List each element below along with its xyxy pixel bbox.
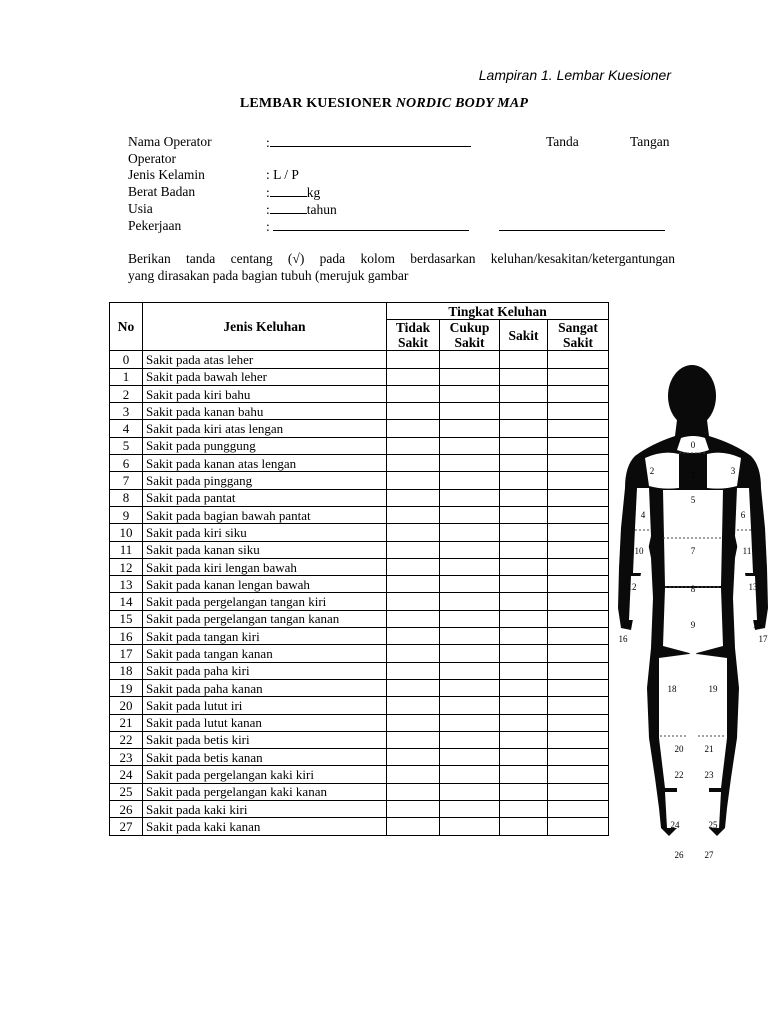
row-number: 20 xyxy=(110,697,143,714)
check-cell-painful[interactable] xyxy=(500,731,548,748)
check-cell-fairly-painful[interactable] xyxy=(440,818,500,835)
complaint-text: Sakit pada lutut iri xyxy=(143,697,387,714)
table-row xyxy=(110,610,609,627)
complaint-text: Sakit pada betis kanan xyxy=(143,749,387,766)
table-row xyxy=(110,731,609,748)
row-number: 26 xyxy=(110,801,143,818)
svg-text:0: 0 xyxy=(690,440,696,450)
check-cell-fairly-painful[interactable] xyxy=(440,472,500,489)
complaint-text: Sakit pada kaki kanan xyxy=(143,818,387,835)
row-number: 11 xyxy=(110,541,143,558)
check-cell-very-painful[interactable] xyxy=(548,506,609,523)
row-number: 23 xyxy=(110,749,143,766)
complaint-text: Sakit pada tangan kanan xyxy=(143,645,387,662)
complaint-text: Sakit pada kanan bahu xyxy=(143,403,387,420)
row-number: 8 xyxy=(110,489,143,506)
complaint-text: Sakit pada betis kiri xyxy=(143,731,387,748)
svg-text:4: 4 xyxy=(640,510,646,520)
check-cell-not-painful[interactable] xyxy=(387,783,440,800)
table-row xyxy=(110,714,609,731)
check-cell-very-painful[interactable] xyxy=(548,524,609,541)
check-cell-very-painful[interactable] xyxy=(548,437,609,454)
col-no-header: No xyxy=(110,303,143,351)
table-row xyxy=(110,576,609,593)
check-cell-painful[interactable] xyxy=(500,783,548,800)
row-number: 27 xyxy=(110,818,143,835)
check-cell-fairly-painful[interactable] xyxy=(440,385,500,402)
table-row xyxy=(110,524,609,541)
check-cell-very-painful[interactable] xyxy=(548,576,609,593)
complaint-text: Sakit pada atas leher xyxy=(143,351,387,368)
check-cell-very-painful[interactable] xyxy=(548,731,609,748)
check-cell-painful[interactable] xyxy=(500,593,548,610)
check-cell-painful[interactable] xyxy=(500,489,548,506)
row-number: 24 xyxy=(110,766,143,783)
svg-text:3: 3 xyxy=(730,466,736,476)
table-row xyxy=(110,818,609,835)
check-cell-not-painful[interactable] xyxy=(387,541,440,558)
check-cell-very-painful[interactable] xyxy=(548,628,609,645)
check-cell-very-painful[interactable] xyxy=(548,420,609,437)
job-sep: : xyxy=(266,219,270,234)
title-main: LEMBAR KUESIONER xyxy=(239,96,396,111)
check-cell-painful[interactable] xyxy=(500,801,548,818)
check-cell-painful[interactable] xyxy=(500,385,548,402)
row-number: 19 xyxy=(110,679,143,696)
row-number: 22 xyxy=(110,731,143,748)
check-cell-not-painful[interactable] xyxy=(387,368,440,385)
check-cell-fairly-painful[interactable] xyxy=(440,558,500,575)
table-row xyxy=(110,593,609,610)
table-row xyxy=(110,506,609,523)
check-cell-fairly-painful[interactable] xyxy=(440,506,500,523)
check-cell-very-painful[interactable] xyxy=(548,455,609,472)
svg-text:10: 10 xyxy=(634,546,644,556)
name-field[interactable] xyxy=(266,134,471,151)
check-cell-very-painful[interactable] xyxy=(548,783,609,800)
check-cell-very-painful[interactable] xyxy=(548,714,609,731)
check-cell-fairly-painful[interactable] xyxy=(440,420,500,437)
complaint-text: Sakit pada bagian bawah pantat xyxy=(143,506,387,523)
check-cell-not-painful[interactable] xyxy=(387,558,440,575)
svg-text:15: 15 xyxy=(752,620,762,630)
complaint-text: Sakit pada tangan kiri xyxy=(143,628,387,645)
row-number: 14 xyxy=(110,593,143,610)
check-cell-painful[interactable] xyxy=(500,368,548,385)
table-row xyxy=(110,403,609,420)
instruction-line1: Berikan tanda centang (√) pada kolom berdasarkan keluhan/kesakitan/ketergantungan xyxy=(128,251,675,266)
weight-label: Berat Badan xyxy=(128,184,196,199)
svg-text:2: 2 xyxy=(649,466,655,476)
check-cell-not-painful[interactable] xyxy=(387,610,440,627)
col-complaint-header: Jenis Keluhan xyxy=(143,303,387,351)
complaint-text: Sakit pada kanan siku xyxy=(143,541,387,558)
complaint-text: Sakit pada pinggang xyxy=(143,472,387,489)
check-cell-painful[interactable] xyxy=(500,541,548,558)
row-number: 1 xyxy=(110,368,143,385)
table-row xyxy=(110,766,609,783)
svg-text:14: 14 xyxy=(622,620,632,630)
row-number: 21 xyxy=(110,714,143,731)
age-sep: : xyxy=(266,202,270,217)
check-cell-fairly-painful[interactable] xyxy=(440,351,500,368)
check-cell-fairly-painful[interactable] xyxy=(440,610,500,627)
table-row xyxy=(110,697,609,714)
check-cell-fairly-painful[interactable] xyxy=(440,541,500,558)
row-number: 9 xyxy=(110,506,143,523)
check-cell-not-painful[interactable] xyxy=(387,714,440,731)
check-cell-painful[interactable] xyxy=(500,697,548,714)
table-row xyxy=(110,455,609,472)
check-cell-painful[interactable] xyxy=(500,472,548,489)
row-number: 2 xyxy=(110,385,143,402)
table-row xyxy=(110,472,609,489)
check-cell-not-painful[interactable] xyxy=(387,697,440,714)
svg-text:13: 13 xyxy=(748,582,758,592)
row-number: 3 xyxy=(110,403,143,420)
check-cell-painful[interactable] xyxy=(500,645,548,662)
table-row xyxy=(110,645,609,662)
name-sep: : xyxy=(266,135,270,150)
check-cell-very-painful[interactable] xyxy=(548,593,609,610)
weight-sep: : xyxy=(266,185,270,200)
check-cell-not-painful[interactable] xyxy=(387,351,440,368)
check-cell-not-painful[interactable] xyxy=(387,524,440,541)
row-number: 16 xyxy=(110,628,143,645)
check-cell-fairly-painful[interactable] xyxy=(440,766,500,783)
check-cell-fairly-painful[interactable] xyxy=(440,628,500,645)
complaint-table xyxy=(109,302,609,836)
table-row xyxy=(110,558,609,575)
check-cell-painful[interactable] xyxy=(500,714,548,731)
check-cell-painful[interactable] xyxy=(500,558,548,575)
signature-word1: Tanda xyxy=(546,134,579,149)
appendix-label: Lampiran 1. Lembar Kuesioner xyxy=(478,67,671,83)
check-cell-painful[interactable] xyxy=(500,351,548,368)
table-row xyxy=(110,541,609,558)
complaint-text: Sakit pada pantat xyxy=(143,489,387,506)
row-number: 17 xyxy=(110,645,143,662)
table-row xyxy=(110,351,609,368)
job-line[interactable] xyxy=(273,218,469,231)
check-cell-very-painful[interactable] xyxy=(548,541,609,558)
age-field[interactable] xyxy=(266,201,337,218)
check-cell-painful[interactable] xyxy=(500,403,548,420)
svg-text:26: 26 xyxy=(674,850,684,860)
complaint-text: Sakit pada kiri bahu xyxy=(143,385,387,402)
check-cell-painful[interactable] xyxy=(500,506,548,523)
table-row xyxy=(110,662,609,679)
gender-value[interactable]: : L / P xyxy=(266,167,299,182)
svg-text:23: 23 xyxy=(704,770,714,780)
svg-text:6: 6 xyxy=(740,510,746,520)
check-cell-painful[interactable] xyxy=(500,679,548,696)
title-italic: NORDIC BODY MAP xyxy=(395,96,529,111)
name-line[interactable] xyxy=(270,134,471,147)
level-header-very-painful: Sangat Sakit xyxy=(548,320,609,351)
check-cell-painful[interactable] xyxy=(500,766,548,783)
job-field[interactable] xyxy=(266,218,469,235)
check-cell-fairly-painful[interactable] xyxy=(440,714,500,731)
check-cell-not-painful[interactable] xyxy=(387,472,440,489)
instruction-line2: yang dirasakan pada bagian tubuh (merujuk gambar xyxy=(128,268,409,283)
table-row xyxy=(110,385,609,402)
age-unit: tahun xyxy=(306,202,337,217)
check-cell-fairly-painful[interactable] xyxy=(440,697,500,714)
weight-line[interactable] xyxy=(270,184,307,197)
row-number: 0 xyxy=(110,351,143,368)
check-cell-painful[interactable] xyxy=(500,437,548,454)
name-label: Nama Operator xyxy=(128,134,212,149)
level-header-painful: Sakit xyxy=(500,320,548,351)
svg-text:19: 19 xyxy=(708,684,718,694)
check-cell-fairly-painful[interactable] xyxy=(440,783,500,800)
check-cell-not-painful[interactable] xyxy=(387,628,440,645)
table-row xyxy=(110,801,609,818)
complaint-text: Sakit pada kiri lengan bawah xyxy=(143,558,387,575)
check-cell-very-painful[interactable] xyxy=(548,385,609,402)
check-cell-painful[interactable] xyxy=(500,524,548,541)
check-cell-very-painful[interactable] xyxy=(548,749,609,766)
check-cell-not-painful[interactable] xyxy=(387,437,440,454)
svg-text:22: 22 xyxy=(674,770,684,780)
check-cell-not-painful[interactable] xyxy=(387,403,440,420)
document-title xyxy=(0,96,768,112)
check-cell-very-painful[interactable] xyxy=(548,766,609,783)
svg-text:16: 16 xyxy=(618,634,628,644)
check-cell-painful[interactable] xyxy=(500,818,548,835)
operator-cont: Operator xyxy=(128,151,176,166)
table-row xyxy=(110,489,609,506)
row-number: 4 xyxy=(110,420,143,437)
check-cell-fairly-painful[interactable] xyxy=(440,679,500,696)
check-cell-not-painful[interactable] xyxy=(387,662,440,679)
check-cell-not-painful[interactable] xyxy=(387,645,440,662)
weight-field[interactable] xyxy=(266,184,320,201)
check-cell-very-painful[interactable] xyxy=(548,645,609,662)
row-number: 7 xyxy=(110,472,143,489)
row-number: 12 xyxy=(110,558,143,575)
check-cell-fairly-painful[interactable] xyxy=(440,368,500,385)
check-cell-very-painful[interactable] xyxy=(548,801,609,818)
check-cell-very-painful[interactable] xyxy=(548,351,609,368)
check-cell-painful[interactable] xyxy=(500,420,548,437)
check-cell-fairly-painful[interactable] xyxy=(440,403,500,420)
table-row xyxy=(110,783,609,800)
complaint-text: Sakit pada kiri atas lengan xyxy=(143,420,387,437)
check-cell-very-painful[interactable] xyxy=(548,662,609,679)
complaint-text: Sakit pada pergelangan kaki kiri xyxy=(143,766,387,783)
svg-text:17: 17 xyxy=(758,634,768,644)
svg-text:8: 8 xyxy=(690,584,696,594)
check-cell-very-painful[interactable] xyxy=(548,368,609,385)
complaint-text: Sakit pada paha kanan xyxy=(143,679,387,696)
check-cell-fairly-painful[interactable] xyxy=(440,645,500,662)
row-number: 15 xyxy=(110,610,143,627)
check-cell-painful[interactable] xyxy=(500,576,548,593)
weight-unit: kg xyxy=(306,185,321,200)
check-cell-fairly-painful[interactable] xyxy=(440,731,500,748)
check-cell-not-painful[interactable] xyxy=(387,679,440,696)
check-cell-fairly-painful[interactable] xyxy=(440,662,500,679)
check-cell-painful[interactable] xyxy=(500,455,548,472)
check-cell-not-painful[interactable] xyxy=(387,766,440,783)
complaint-text: Sakit pada paha kiri xyxy=(143,662,387,679)
check-cell-not-painful[interactable] xyxy=(387,593,440,610)
row-number: 25 xyxy=(110,783,143,800)
signature-line[interactable] xyxy=(499,218,665,235)
svg-text:21: 21 xyxy=(704,744,714,754)
table-row xyxy=(110,420,609,437)
check-cell-very-painful[interactable] xyxy=(548,679,609,696)
row-number: 13 xyxy=(110,576,143,593)
table-row xyxy=(110,437,609,454)
complaint-text: Sakit pada kaki kiri xyxy=(143,801,387,818)
complaint-text: Sakit pada kiri siku xyxy=(143,524,387,541)
check-cell-not-painful[interactable] xyxy=(387,385,440,402)
check-cell-not-painful[interactable] xyxy=(387,576,440,593)
check-cell-very-painful[interactable] xyxy=(548,697,609,714)
complaint-text: Sakit pada pergelangan kaki kanan xyxy=(143,783,387,800)
check-cell-painful[interactable] xyxy=(500,662,548,679)
row-number: 18 xyxy=(110,662,143,679)
signature-word2: Tangan xyxy=(630,134,670,149)
svg-text:27: 27 xyxy=(704,850,714,860)
check-cell-painful[interactable] xyxy=(500,749,548,766)
complaint-text: Sakit pada pergelangan tangan kiri xyxy=(143,593,387,610)
body-map-figure xyxy=(605,358,768,870)
check-cell-fairly-painful[interactable] xyxy=(440,489,500,506)
check-cell-not-painful[interactable] xyxy=(387,731,440,748)
svg-text:1: 1 xyxy=(690,470,696,480)
check-cell-fairly-painful[interactable] xyxy=(440,801,500,818)
complaint-text: Sakit pada lutut kanan xyxy=(143,714,387,731)
level-header-not-painful: Tidak Sakit xyxy=(387,320,440,351)
row-number: 5 xyxy=(110,437,143,454)
row-number: 6 xyxy=(110,455,143,472)
svg-text:25: 25 xyxy=(708,820,718,830)
check-cell-painful[interactable] xyxy=(500,610,548,627)
check-cell-very-painful[interactable] xyxy=(548,818,609,835)
row-number: 10 xyxy=(110,524,143,541)
check-cell-very-painful[interactable] xyxy=(548,489,609,506)
complaint-text: Sakit pada kanan atas lengan xyxy=(143,455,387,472)
complaint-text: Sakit pada kanan lengan bawah xyxy=(143,576,387,593)
check-cell-not-painful[interactable] xyxy=(387,801,440,818)
complaint-text: Sakit pada bawah leher xyxy=(143,368,387,385)
age-label: Usia xyxy=(128,201,153,216)
check-cell-very-painful[interactable] xyxy=(548,403,609,420)
check-cell-very-painful[interactable] xyxy=(548,610,609,627)
check-cell-fairly-painful[interactable] xyxy=(440,437,500,454)
level-group-header: Tingkat Keluhan xyxy=(387,303,609,320)
check-cell-fairly-painful[interactable] xyxy=(440,593,500,610)
complaint-text: Sakit pada punggung xyxy=(143,437,387,454)
check-cell-not-painful[interactable] xyxy=(387,749,440,766)
complaint-text: Sakit pada pergelangan tangan kanan xyxy=(143,610,387,627)
age-line[interactable] xyxy=(270,201,307,214)
check-cell-fairly-painful[interactable] xyxy=(440,524,500,541)
svg-text:20: 20 xyxy=(674,744,684,754)
svg-text:11: 11 xyxy=(742,546,752,556)
check-cell-very-painful[interactable] xyxy=(548,558,609,575)
svg-text:18: 18 xyxy=(667,684,677,694)
svg-text:12: 12 xyxy=(627,582,637,592)
table-row xyxy=(110,749,609,766)
table-row xyxy=(110,628,609,645)
check-cell-not-painful[interactable] xyxy=(387,506,440,523)
table-row xyxy=(110,368,609,385)
table-row xyxy=(110,679,609,696)
svg-text:5: 5 xyxy=(690,495,696,505)
check-cell-fairly-painful[interactable] xyxy=(440,455,500,472)
level-header-fairly-painful: Cukup Sakit xyxy=(440,320,500,351)
svg-text:7: 7 xyxy=(690,546,696,556)
check-cell-fairly-painful[interactable] xyxy=(440,576,500,593)
gender-label: Jenis Kelamin xyxy=(128,167,205,182)
check-cell-not-painful[interactable] xyxy=(387,420,440,437)
check-cell-not-painful[interactable] xyxy=(387,455,440,472)
check-cell-not-painful[interactable] xyxy=(387,818,440,835)
svg-text:24: 24 xyxy=(670,820,680,830)
svg-text:9: 9 xyxy=(690,620,696,630)
check-cell-very-painful[interactable] xyxy=(548,472,609,489)
job-label: Pekerjaan xyxy=(128,218,182,233)
check-cell-not-painful[interactable] xyxy=(387,489,440,506)
check-cell-painful[interactable] xyxy=(500,628,548,645)
check-cell-fairly-painful[interactable] xyxy=(440,749,500,766)
